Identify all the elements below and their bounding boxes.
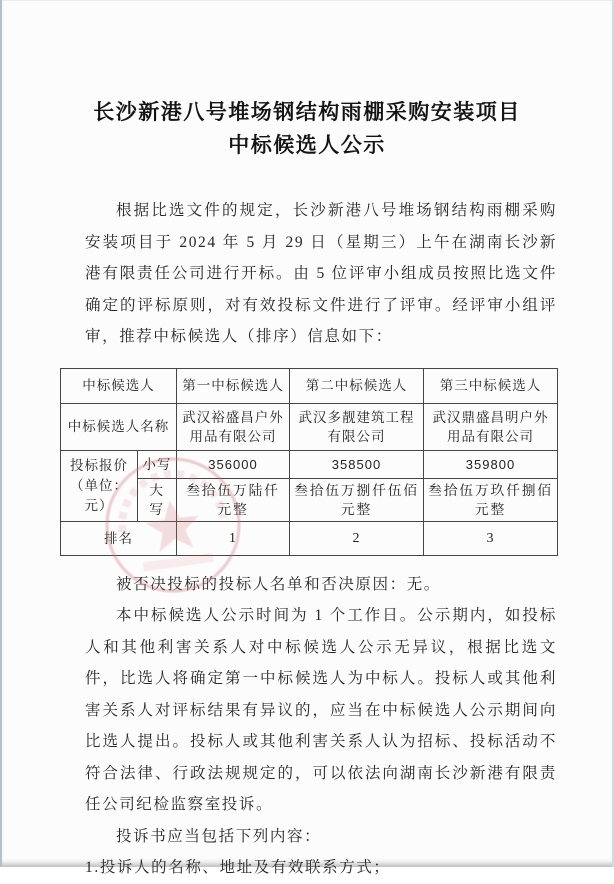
price-lower-cell-1: 356000 <box>177 450 290 478</box>
header-cell-first: 第一中标候选人 <box>177 368 290 403</box>
price-label-cell <box>61 450 138 521</box>
paragraph-rejected-bids: 被否决投标的投标人名单和否决原因：无。 <box>116 575 441 593</box>
name-row-label: 中标候选人名称 <box>61 403 177 450</box>
paragraph-intro: 根据比选文件的规定，长沙新港八号堆场钢结构雨棚采购安装项目于 2024 年 5 月 29 日（星期三）上午在湖南长沙新港有限责任公司进行开标。由 5 位评审小组成员按照比选文件确定的评标原则，对有效投标文件进行了评审。经评审小组评审，推荐中标候选人（排序）信息如下： <box>85 202 557 345</box>
bid-candidates-table <box>60 368 558 556</box>
price-lower-label: 小写 <box>138 450 177 478</box>
company-name-cell-1: 武汉裕盛昌户外用品有限公司 <box>177 403 290 450</box>
price-upper-cell-2: 叁拾伍万捌仟伍佰元整 <box>290 478 424 521</box>
price-label-line-2: （单位：元） <box>70 477 128 513</box>
rank-cell-1: 1 <box>177 521 290 555</box>
header-cell-third: 第三中标候选人 <box>424 368 558 403</box>
document-body <box>0 195 614 884</box>
company-name-cell-3: 武汉鼎盛昌明户外用品有限公司 <box>424 403 558 450</box>
paragraph-complaint-item-1: 1.投诉人的名称、地址及有效联系方式； <box>85 859 391 876</box>
header-cell-second: 第二中标候选人 <box>290 368 424 403</box>
title-line-1: 长沙新港八号堆场钢结构雨棚采购安装项目 <box>93 100 521 124</box>
table-header-row <box>61 368 558 403</box>
rank-row-label: 排名 <box>61 521 177 555</box>
rank-row <box>61 521 558 555</box>
document-title <box>0 0 614 162</box>
price-lower-row <box>61 450 558 478</box>
title-line-2: 中标候选人公示 <box>228 133 386 157</box>
rank-cell-3: 3 <box>424 521 558 555</box>
price-label-line-1: 投标报价 <box>70 457 128 473</box>
price-lower-cell-2: 358500 <box>290 450 424 478</box>
price-upper-label: 大写 <box>138 478 177 521</box>
price-upper-cell-1: 叁拾伍万陆仟元整 <box>177 478 290 521</box>
paragraph-complaint-intro: 投诉书应当包括下列内容： <box>116 827 322 845</box>
rank-cell-2: 2 <box>290 521 424 555</box>
candidate-name-row <box>61 403 558 450</box>
price-lower-cell-3: 359800 <box>424 450 558 478</box>
header-cell-candidate: 中标候选人 <box>61 368 177 403</box>
price-upper-cell-3: 叁拾伍万玖仟捌佰元整 <box>424 478 558 521</box>
company-name-cell-2: 武汉多靓建筑工程有限公司 <box>290 403 424 450</box>
paragraph-publicity-notice: 本中标候选人公示时间为 1 个工作日。公示期内，如投标人和其他利害关系人对中标候选人公示无异议，根据比选文件，比选人将确定第一中标候选人为中标人。投标人或其他利害关系人对评标结果有异议的，应当在中标候选人公示期间向比选人提出。投标人或其他利害关系人认为招标、投标活动不符合法律、行政法规规定的，可以依法向湖南长沙新港有限责任公司纪检监察室投诉。 <box>85 607 557 813</box>
